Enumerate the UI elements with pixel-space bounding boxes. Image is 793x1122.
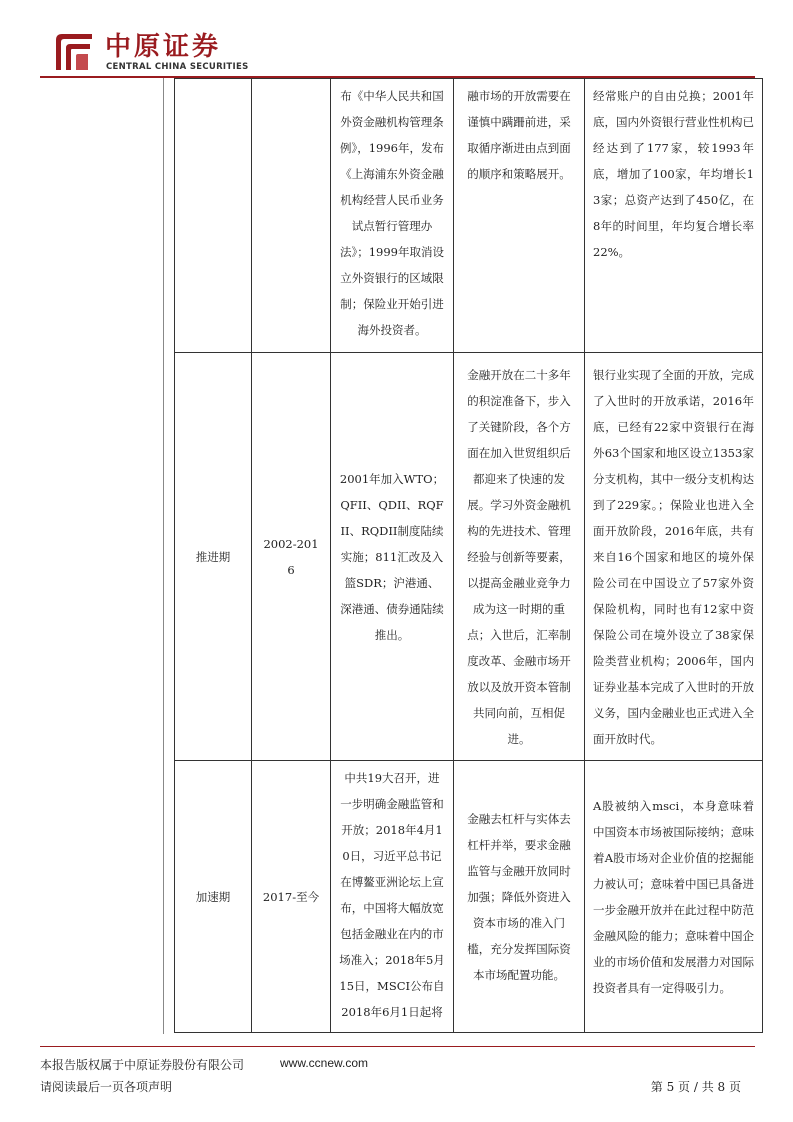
table-row — [175, 761, 763, 1033]
effects-text: 经常账户的自由兑换；2001年底，国内外资银行营业性机构已经达到了177家，较1993年底，增加了100家，年均增长13家；总资产达到了450亿，在8年的时间里，年均复合增长率22%。 — [593, 89, 754, 259]
events-cell — [331, 353, 454, 761]
meaning-cell — [454, 761, 585, 1033]
events-text: 布《中华人民共和国外资金融机构管理条例》，1996年，发布《上海浦东外资金融机构经营人民币业务试点暂行管理办法》；1999年取消设立外资银行的区域限制；保险业开始引进海外投资者。 — [339, 89, 445, 337]
stage-label: 推进期 — [195, 549, 231, 564]
period-label: 2002-2016 — [263, 536, 319, 577]
period-cell — [252, 353, 331, 761]
meaning-text: 金融开放在二十多年的积淀准备下，步入了关键阶段，各个方面在加入世贸组织后都迎来了快速的发展。学习外资金融机构的先进技术、管理经验与创新等要素，以提高金融业竞争力成为这一时期的重点；入世后，汇率制度改革、金融市场开放以及放开资本管制共同向前，互相促进。 — [467, 367, 571, 746]
page-header — [0, 0, 793, 80]
stage-cell — [175, 353, 252, 761]
effects-cell — [585, 353, 763, 761]
footer-disclaimer-notice: 请阅读最后一页各项声明 — [40, 1080, 173, 1094]
logo-english-text: CENTRAL CHINA SECURITIES — [106, 62, 249, 72]
footer-copyright: 本报告版权属于中原证券股份有限公司 — [40, 1058, 245, 1072]
meaning-text: 融市场的开放需要在谨慎中蹒跚前进，采取循序渐进由点到面的顺序和策略展开。 — [467, 89, 571, 181]
financial-opening-table — [174, 78, 763, 1033]
stage-cell — [175, 79, 252, 353]
events-cell — [331, 79, 454, 353]
period-label: 2017-至今 — [262, 889, 320, 904]
left-margin-line — [163, 78, 164, 1034]
effects-cell — [585, 761, 763, 1033]
company-logo-icon — [52, 30, 96, 74]
meaning-cell — [454, 353, 585, 761]
effects-text: 银行业实现了全面的开放，完成了入世时的开放承诺，2016年底，已经有22家中资银行在海外63个国家和地区设立1353家分支机构，其中一级分支机构达到了229家。；保险业也进入全面开放阶段，2016年底，共有来自16个国家和地区的境外保险公司在中国设立了57家外资保险机构，同时也有12家中资保险公司在境外设立了38家保险类营业机构；2006年，国内证券业基本完成了入世时的开放义务，国内金融业也正式进入全面开放时代。 — [593, 367, 754, 746]
footer-divider — [40, 1046, 755, 1047]
effects-text: A股被纳入msci，本身意味着中国资本市场被国际接纳；意味着A股市场对企业价值的挖掘能力被认可；意味着中国已具备进一步金融开放并在此过程中防范金融风险的能力；意味着中国企业的市场价值和发展潜力对国际投资者具有一定得吸引力。 — [593, 798, 754, 995]
events-text: 2001年加入WTO；QFII、QDII、RQFII、RQDII制度陆续实施；811汇改及入篮SDR；沪港通、深港通、债券通陆续推出。 — [339, 471, 445, 642]
meaning-cell — [454, 79, 585, 353]
period-cell — [252, 761, 331, 1033]
logo-chinese-text: 中原证券 — [105, 32, 222, 62]
meaning-text: 金融去杠杆与实体去杠杆并举，要求金融监管与金融开放同时加强；降低外资进入资本市场的准入门槛，充分发挥国际资本市场配置功能。 — [467, 811, 571, 982]
page-number: 第 5 页 / 共 8 页 — [650, 1080, 741, 1094]
footer-website-link[interactable]: www.ccnew.com — [280, 1056, 369, 1070]
stage-cell — [175, 761, 252, 1033]
events-cell — [331, 761, 454, 1033]
table-row — [175, 79, 763, 353]
stage-label: 加速期 — [195, 889, 231, 904]
effects-cell — [585, 79, 763, 353]
events-text: 中共19大召开，进一步明确金融监管和开放；2018年4月10日，习近平总书记在博鳌亚洲论坛上宣布，中国将大幅放宽包括金融业在内的市场准入；2018年5月15日，MSCI公布自2018年6月1日起将 — [339, 771, 445, 1019]
table-row — [175, 353, 763, 761]
period-cell — [252, 79, 331, 353]
